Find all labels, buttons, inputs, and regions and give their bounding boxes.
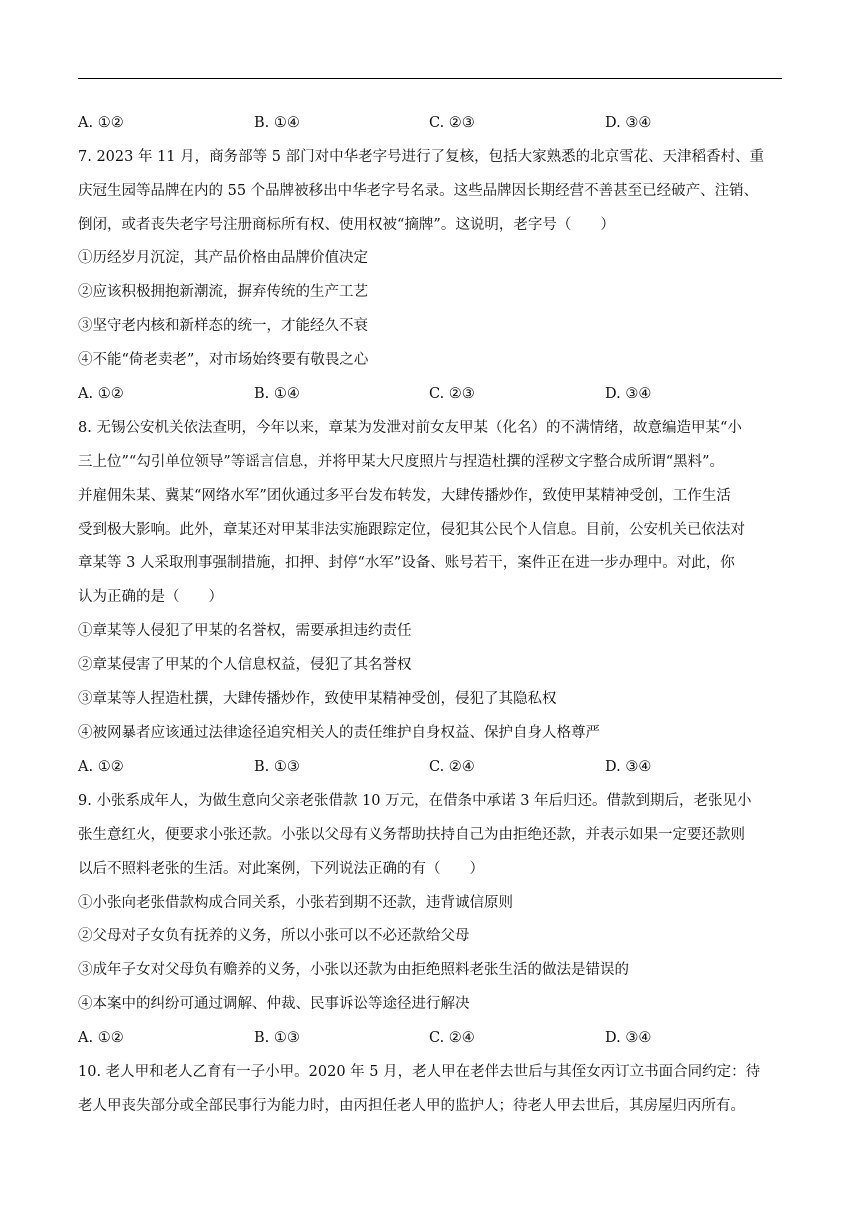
question-8-item: ②章某侵害了甲某的个人信息权益，侵犯了其名誉权 <box>78 657 412 673</box>
option-c: C. ②④ <box>429 759 475 775</box>
question-9-stem-line: 9. 小张系成年人，为做生意向父亲老张借款 10 万元，在借条中承诺 3 年后归还。借款到期后，老张见小 <box>78 793 752 809</box>
question-7-item: ③坚守老内核和新样态的统一，才能经久不衰 <box>78 318 368 334</box>
question-9-stem-line: 张生意红火，便要求小张还款。小张以父母有义务帮助扶持自己为由拒绝还款，并表示如果一定要还款则 <box>78 827 745 843</box>
option-b: B. ①④ <box>254 386 300 402</box>
option-d: D. ③④ <box>605 386 652 402</box>
option-d: D. ③④ <box>605 115 652 131</box>
question-9-item: ③成年子女对父母负有赡养的义务，小张以还款为由拒绝照料老张生活的做法是错误的 <box>78 962 629 978</box>
option-d: D. ③④ <box>605 759 652 775</box>
header-rule <box>78 78 782 79</box>
question-9-item: ②父母对子女负有抚养的义务，所以小张可以不必还款给父母 <box>78 928 470 944</box>
question-9-stem-line: 以后不照料老张的生活。对此案例，下列说法正确的有（ ） <box>78 861 484 877</box>
question-8-stem-line: 三上位”“勾引单位领导”等谣言信息，并将甲某大尺度照片与捏造杜撰的淫秽文字整合成所谓“黑料”。 <box>78 454 725 470</box>
option-a: A. ①② <box>78 386 124 402</box>
question-7-stem-line: 倒闭，或者丧失老字号注册商标所有权、使用权被“摘牌”。这说明，老字号（ ） <box>78 217 615 233</box>
question-8-stem-line: 章某等 3 人采取刑事强制措施，扣押、封停“水军”设备、账号若干，案件正在进一步办理中。对此，你 <box>78 555 735 571</box>
question-8-item: ③章某等人捏造杜撰，大肆传播炒作，致使甲某精神受创，侵犯了其隐私权 <box>78 691 557 707</box>
question-7-item: ④不能“倚老卖老”，对市场始终要有敬畏之心 <box>78 352 369 368</box>
question-8-stem-line: 并雇佣朱某、冀某“网络水军”团伙通过多平台发布转发，大肆传播炒作，致使甲某精神受创，工作生活 <box>78 488 731 504</box>
question-7-stem-line: 7. 2023 年 11 月，商务部等 5 部门对中华老字号进行了复核，包括大家熟悉的北京雪花、天津稻香村、重 <box>78 149 765 165</box>
option-d: D. ③④ <box>605 1030 652 1046</box>
question-7-stem-line: 庆冠生园等品牌在内的 55 个品牌被移出中华老字号名录。这些品牌因长期经营不善甚至已经破产、注销、 <box>78 183 759 199</box>
option-c: C. ②③ <box>429 386 475 402</box>
option-a: A. ①② <box>78 1030 124 1046</box>
question-7-item: ②应该积极拥抱新潮流，摒弃传统的生产工艺 <box>78 284 368 300</box>
question-10-stem-line: 老人甲丧失部分或全部民事行为能力时，由丙担任老人甲的监护人；待老人甲去世后，其房屋归丙所有。 <box>78 1098 745 1114</box>
option-b: B. ①③ <box>254 1030 300 1046</box>
question-8-stem-line: 受到极大影响。此外，章某还对甲某非法实施跟踪定位，侵犯其公民个人信息。目前，公安机关已依法对 <box>78 522 745 538</box>
question-7-item: ①历经岁月沉淀，其产品价格由品牌价值决定 <box>78 250 368 266</box>
question-10-stem-line: 10. 老人甲和老人乙育有一子小甲。2020 年 5 月，老人甲在老伴去世后与其侄女丙订立书面合同约定：待 <box>78 1064 761 1080</box>
question-8-item: ①章某等人侵犯了甲某的名誉权，需要承担违约责任 <box>78 623 412 639</box>
question-8-stem-line: 8. 无锡公安机关依法查明，今年以来，章某为发泄对前女友甲某（化名）的不满情绪，故意编造甲某“小 <box>78 420 742 436</box>
option-b: B. ①③ <box>254 759 300 775</box>
option-a: A. ①② <box>78 115 124 131</box>
question-9-item: ④本案中的纠纷可通过调解、仲裁、民事诉讼等途径进行解决 <box>78 996 470 1012</box>
option-b: B. ①④ <box>254 115 300 131</box>
question-8-item: ④被网暴者应该通过法律途径追究相关人的责任维护自身权益、保护自身人格尊严 <box>78 725 600 741</box>
option-c: C. ②③ <box>429 115 475 131</box>
question-9-item: ①小张向老张借款构成合同关系，小张若到期不还款，违背诚信原则 <box>78 895 513 911</box>
option-a: A. ①② <box>78 759 124 775</box>
option-c: C. ②④ <box>429 1030 475 1046</box>
question-8-stem-line: 认为正确的是（ ） <box>78 589 223 605</box>
